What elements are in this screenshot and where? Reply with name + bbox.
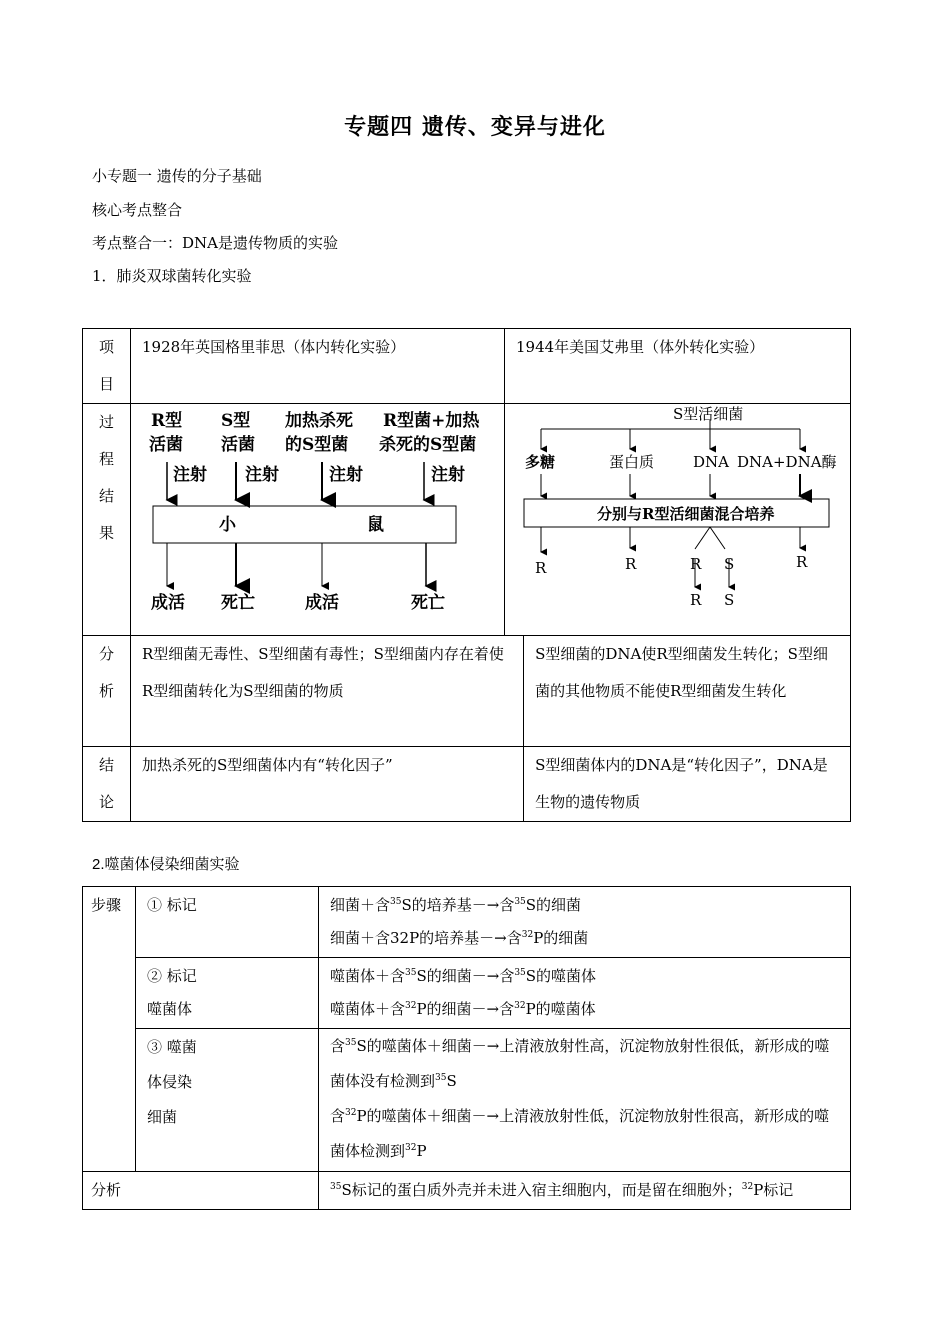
inject-label-4: 注射 xyxy=(431,465,465,485)
step1-content: 细菌＋含$^{35}$S的培养基－→含$^{35}$S的细菌 细菌＋含32P的培养基－→含$^{32}$P的细菌 xyxy=(319,887,851,958)
header-item-cell: 项 目 xyxy=(83,329,131,404)
phage-table xyxy=(82,886,851,1210)
avery-header: 1944年美国艾弗里（体外转化实验） xyxy=(505,329,851,404)
analysis-label: 分 析 xyxy=(83,636,131,747)
result-2: 死亡 xyxy=(221,593,255,613)
result-r-2: R xyxy=(625,555,637,573)
inject-label-2: 注射 xyxy=(245,465,279,485)
avery-analysis: S型细菌的DNA使R型细菌发生转化；S型细菌的其他物质不能使R型细菌发生转化 xyxy=(524,636,851,747)
result-r-3: R xyxy=(690,555,702,573)
conclusion-label: 结 论 xyxy=(83,747,131,822)
result-1: 成活 xyxy=(151,593,185,613)
result-r-4: R xyxy=(690,591,702,609)
page-title: 专题四 遗传、变异与进化 xyxy=(344,114,606,140)
group-r-live-2: 活菌 xyxy=(149,435,183,455)
step3-label: ③ 噬菌 体侵染 细菌 xyxy=(136,1029,319,1172)
mouse-label-left: 小 xyxy=(219,515,236,535)
process-label: 过 程 结 果 xyxy=(83,404,131,636)
griffith-diagram-cell xyxy=(131,404,505,636)
topic-heading: 考点整合一：DNA是遗传物质的实验 xyxy=(92,234,338,252)
result-s-2: S xyxy=(724,591,735,609)
section-title: 核心考点整合 xyxy=(92,201,183,219)
step2-label: ② 标记 噬菌体 xyxy=(136,958,319,1029)
result-3: 成活 xyxy=(305,593,339,613)
avery-source: S型活细菌 xyxy=(673,405,744,423)
avery-conclusion: S型细菌体内的DNA是“转化因子”，DNA是生物的遗传物质 xyxy=(524,747,851,822)
avery-diagram xyxy=(505,404,850,635)
subtopic-title: 小专题一 遗传的分子基础 xyxy=(92,167,262,185)
avery-diagram-cell xyxy=(505,404,851,636)
steps-label: 步骤 xyxy=(83,887,136,1172)
result-r-5: R xyxy=(796,553,808,571)
component-protein: 蛋白质 xyxy=(609,453,655,471)
experiment-heading-2: 2.噬菌体侵染细菌实验 xyxy=(92,856,240,873)
inject-label-1: 注射 xyxy=(173,465,207,485)
step3-content: 含$^{35}$S的噬菌体＋细菌－→上清液放射性高，沉淀物放射性很低，新形成的噬菌体没有检测到$^{35}$S 含$^{32}$P的噬菌体＋细菌－→上清液放射性低，沉淀物放射性很高，新形成的噬菌体检测到$^{32}$P xyxy=(319,1029,851,1172)
group-heat-killed-2: 的S型菌 xyxy=(285,435,349,455)
griffith-diagram xyxy=(131,404,504,635)
step2-content: 噬菌体＋含$^{35}$S的细菌－→含$^{35}$S的噬菌体 噬菌体＋含$^{32}$P的细菌－→含$^{32}$P的噬菌体 xyxy=(319,958,851,1029)
component-dna: DNA xyxy=(693,453,729,471)
group-s-live-2: 活菌 xyxy=(221,435,255,455)
phage-analysis: $^{35}$S标记的蛋白质外壳并未进入宿主细胞内，而是留在细胞外；$^{32}$P标记 xyxy=(319,1172,851,1210)
result-4: 死亡 xyxy=(411,593,445,613)
experiment-heading-1: 1．肺炎双球菌转化实验 xyxy=(92,267,252,285)
griffith-conclusion: 加热杀死的S型细菌体内有“转化因子” xyxy=(131,747,524,822)
step1-label: ① 标记 xyxy=(136,887,319,958)
group-mixed-1: R型菌+加热 xyxy=(383,411,480,431)
component-polysaccharide: 多糖 xyxy=(525,453,556,471)
group-mixed-2: 杀死的S型菌 xyxy=(379,435,477,455)
result-s-1: S xyxy=(724,555,735,573)
transformation-table xyxy=(82,328,851,822)
group-s-live-1: S型 xyxy=(221,411,251,431)
group-heat-killed-1: 加热杀死 xyxy=(285,411,353,431)
griffith-analysis: R型细菌无毒性、S型细菌有毒性；S型细菌内存在着使R型细菌转化为S型细菌的物质 xyxy=(131,636,524,747)
culture-label: 分别与R型活细菌混合培养 xyxy=(597,505,775,523)
inject-label-3: 注射 xyxy=(329,465,363,485)
analysis-label-2: 分析 xyxy=(83,1172,319,1210)
result-r-1: R xyxy=(535,559,547,577)
group-r-live-1: R型 xyxy=(151,411,183,431)
mouse-label-right: 鼠 xyxy=(367,515,384,535)
griffith-header: 1928年英国格里菲思（体内转化实验） xyxy=(131,329,505,404)
component-dna-dnase: DNA+DNA酶 xyxy=(737,453,837,471)
